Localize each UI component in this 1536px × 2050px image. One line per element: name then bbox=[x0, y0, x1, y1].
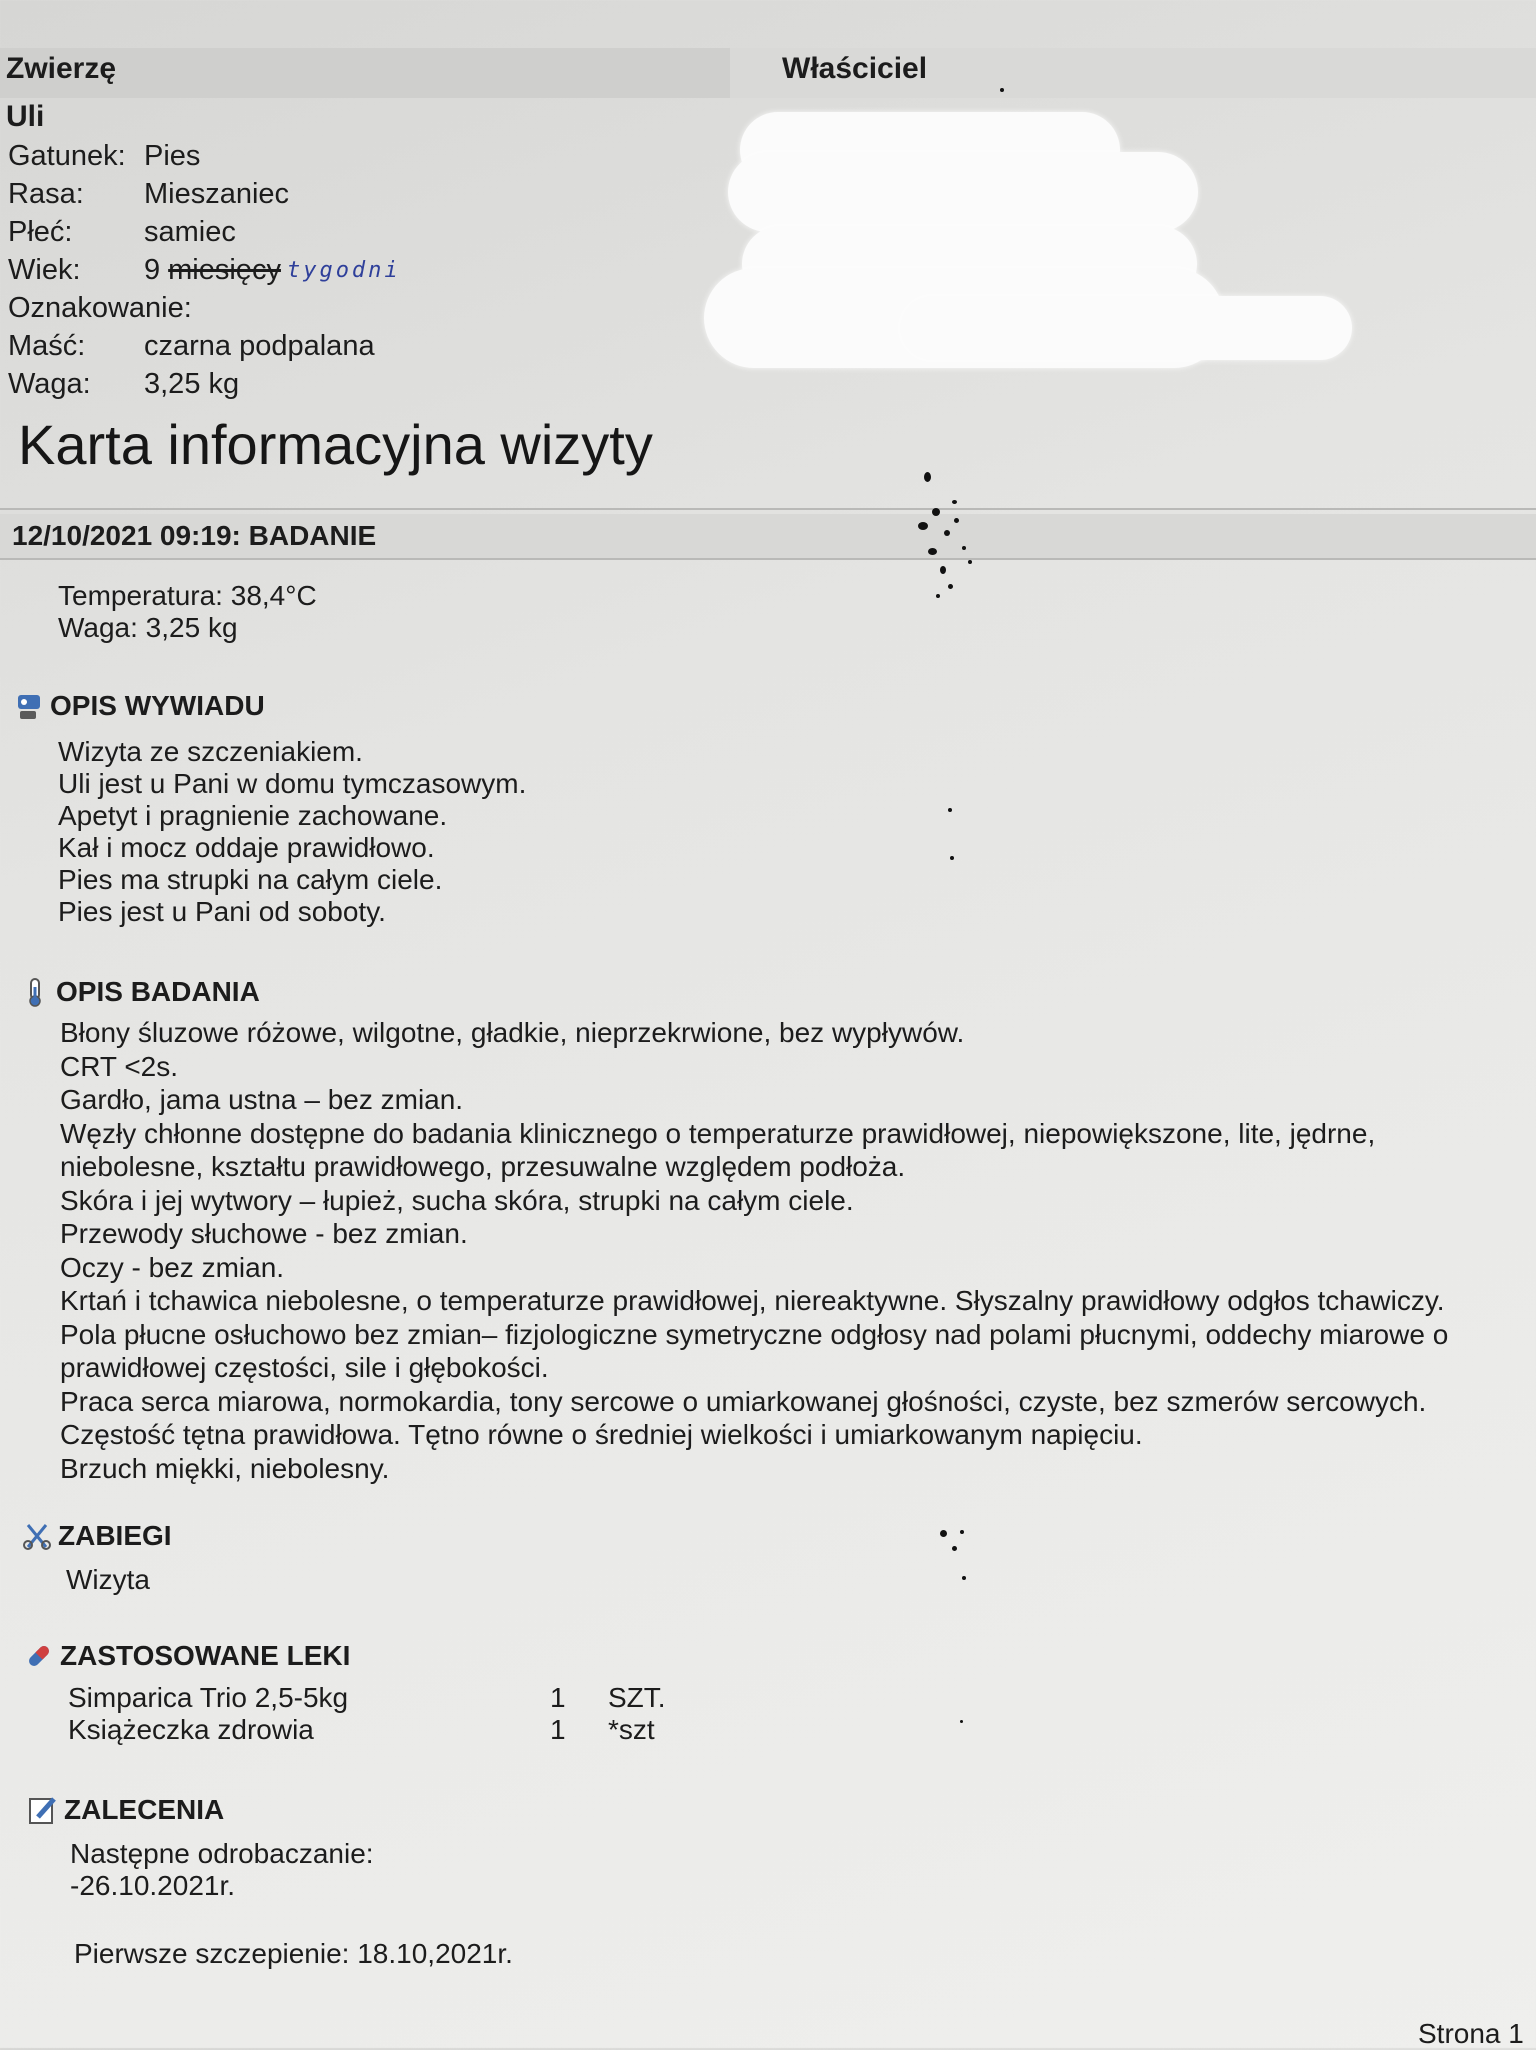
interview-line: Uli jest u Pani w domu tymczasowym. bbox=[58, 768, 527, 799]
exam-line: Skóra i jej wytwory – łupież, sucha skóra, strupki na całym ciele. bbox=[60, 1184, 854, 1216]
meds-table bbox=[68, 1682, 666, 1746]
visit-header: 12/10/2021 09:19: BADANIE bbox=[12, 520, 377, 551]
med-name: Simparica Trio 2,5-5kg bbox=[68, 1682, 349, 1713]
exam-line: Praca serca miarowa, normokardia, tony sercowe o umiarkowanej głośności, czyste, bez szmerów sercowych. bbox=[60, 1385, 1427, 1417]
exam-line: Błony śluzowe różowe, wilgotne, gładkie, nieprzekrwione, bez wypływów. bbox=[60, 1017, 965, 1048]
meds-row bbox=[68, 1682, 666, 1714]
med-name: Książeczka zdrowia bbox=[68, 1714, 314, 1745]
vaccination-note: Pierwsze szczepienie: 18.10,2021r. bbox=[74, 1938, 513, 1969]
exam-line: Częstość tętna prawidłowa. Tętno równe o średniej wielkości i umiarkowanym napięciu. bbox=[60, 1419, 1143, 1450]
exam-line: Pola płucne osłuchowo bez zmian– fizjologiczne symetryczne odgłosy nad polami płucnymi, oddechy miarowe o bbox=[60, 1318, 1449, 1350]
med-qty: 1 bbox=[550, 1682, 566, 1713]
med-unit: *szt bbox=[608, 1714, 655, 1745]
exam-line: prawidłowej częstości, sile i głębokości. bbox=[60, 1352, 549, 1383]
procedure-line: Wizyta bbox=[66, 1564, 150, 1595]
field-weight bbox=[8, 368, 239, 401]
handwritten-correction: tygodni bbox=[286, 258, 401, 283]
thermometer-icon bbox=[20, 977, 50, 1007]
section-title: OPIS WYWIADU bbox=[50, 690, 265, 721]
field-label: Waga: bbox=[8, 368, 91, 400]
redaction-mark bbox=[728, 152, 1198, 232]
field-label: Rasa: bbox=[8, 178, 84, 210]
section-title: ZABIEGI bbox=[58, 1520, 172, 1551]
field-value: 3,25 kg bbox=[144, 368, 240, 400]
field-age bbox=[8, 254, 401, 287]
field-label: Płeć: bbox=[8, 216, 73, 248]
field-value: Pies bbox=[144, 140, 201, 172]
owner-heading: Właściciel bbox=[782, 52, 928, 85]
interview-text bbox=[58, 736, 526, 928]
field-label: Gatunek: bbox=[8, 140, 126, 172]
recommendation-line: -26.10.2021r. bbox=[70, 1870, 236, 1901]
vitals bbox=[58, 580, 317, 644]
temperature: Temperatura: 38,4°C bbox=[58, 580, 317, 611]
exam-line: Gardło, jama ustna – bez zmian. bbox=[60, 1084, 464, 1115]
field-value: 9 bbox=[144, 254, 161, 286]
section-title: ZASTOSOWANE LEKI bbox=[60, 1640, 351, 1671]
page-number: Strona 1 bbox=[1418, 2018, 1524, 2049]
animal-name: Uli bbox=[6, 100, 45, 133]
field-label: Oznakowanie: bbox=[8, 292, 192, 324]
med-qty: 1 bbox=[550, 1714, 566, 1745]
exam-line: Przewody słuchowe - bez zmian. bbox=[60, 1218, 468, 1249]
weight: Waga: 3,25 kg bbox=[58, 612, 238, 643]
struck-age-unit: miesięcy bbox=[168, 254, 281, 286]
exam-line: Krtań i tchawica niebolesne, o temperaturze prawidłowej, niereaktywne. Słyszalny prawidłowy odgłos tchawiczy. bbox=[60, 1285, 1445, 1316]
exam-text bbox=[60, 1016, 1448, 1485]
field-label: Maść: bbox=[8, 330, 86, 362]
section-title: OPIS BADANIA bbox=[56, 976, 260, 1007]
exam-heading bbox=[20, 976, 260, 1008]
edit-icon bbox=[28, 1795, 58, 1825]
exam-line: niebolesne, kształtu prawidłowego, przesuwalne względem podłoża. bbox=[60, 1151, 906, 1182]
exam-line: Brzuch miękki, niebolesny. bbox=[60, 1452, 390, 1484]
field-species bbox=[8, 140, 200, 173]
redaction-mark bbox=[900, 296, 1352, 360]
divider bbox=[0, 508, 1536, 510]
field-coat bbox=[8, 330, 375, 363]
exam-line: Węzły chłonne dostępne do badania klinicznego o temperaturze prawidłowej, niepowiększone, lite, jędrne, bbox=[60, 1117, 1376, 1149]
procedures-heading bbox=[22, 1520, 172, 1552]
field-value: Mieszaniec bbox=[144, 178, 290, 210]
section-title: ZALECENIA bbox=[64, 1794, 225, 1825]
pill-icon bbox=[24, 1641, 54, 1671]
page-title: Karta informacyjna wizyty bbox=[18, 413, 653, 476]
interview-heading bbox=[14, 690, 265, 722]
meds-heading bbox=[24, 1640, 350, 1672]
animal-heading: Zwierzę bbox=[6, 52, 117, 85]
recommendation-line: Następne odrobaczanie: bbox=[70, 1838, 374, 1869]
procedures-text bbox=[66, 1564, 150, 1596]
interview-icon bbox=[14, 691, 44, 721]
exam-line: CRT <2s. bbox=[60, 1050, 179, 1082]
field-sex bbox=[8, 216, 236, 249]
interview-line: Pies ma strupki na całym ciele. bbox=[58, 864, 443, 895]
field-breed bbox=[8, 178, 289, 211]
field-value: samiec bbox=[144, 216, 236, 248]
interview-line: Apetyt i pragnienie zachowane. bbox=[58, 800, 448, 831]
field-value: czarna podpalana bbox=[144, 330, 375, 362]
interview-line: Pies jest u Pani od soboty. bbox=[58, 896, 386, 927]
scissors-icon bbox=[22, 1521, 52, 1551]
meds-row bbox=[68, 1714, 666, 1746]
interview-line: Wizyta ze szczeniakiem. bbox=[58, 736, 363, 767]
divider bbox=[0, 558, 1536, 560]
recommendations-heading bbox=[28, 1794, 224, 1826]
interview-line: Kał i mocz oddaje prawidłowo. bbox=[58, 832, 435, 863]
med-unit: SZT. bbox=[608, 1682, 666, 1713]
exam-line: Oczy - bez zmian. bbox=[60, 1251, 285, 1283]
field-marking bbox=[8, 292, 192, 325]
field-label: Wiek: bbox=[8, 254, 81, 286]
recommendations-text bbox=[70, 1838, 374, 1902]
